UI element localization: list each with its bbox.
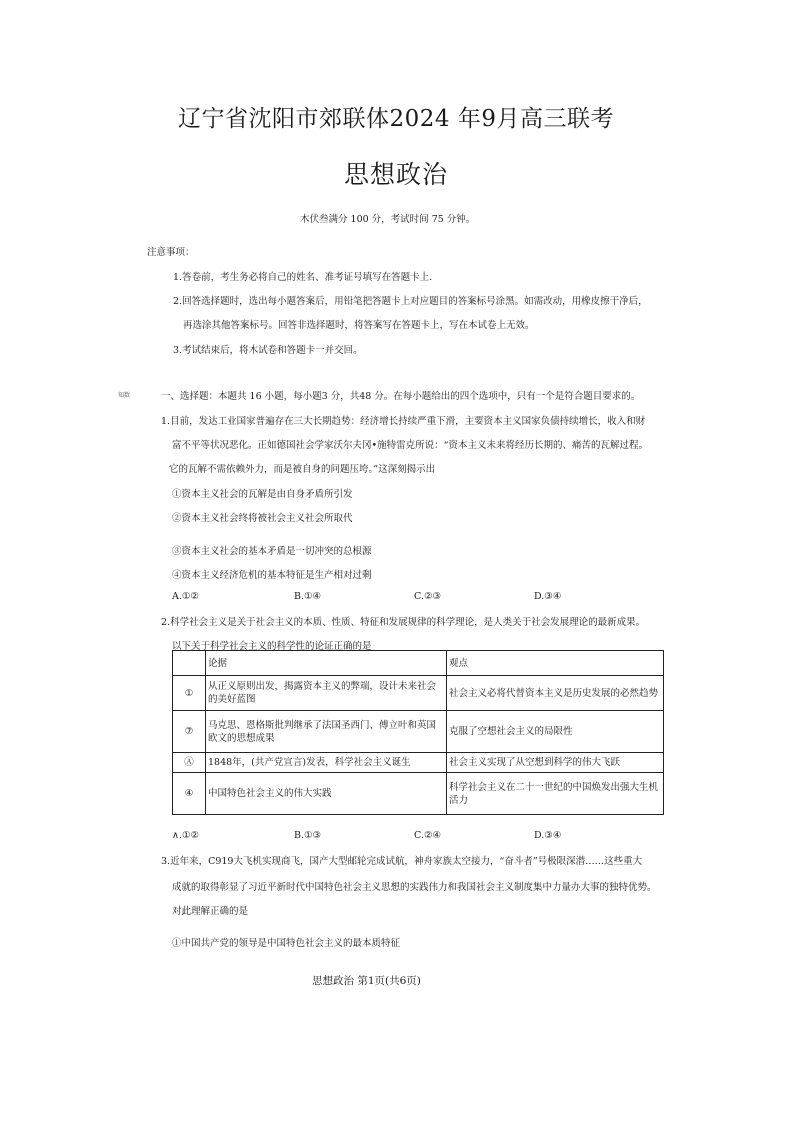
option-a: A.①② [172,591,199,602]
table-header-cell [173,651,206,676]
row-number: ① [173,676,206,711]
table-header-cell: 论据 [206,651,447,676]
subject-title: 思想政治 [344,160,449,189]
argument-table [172,650,664,815]
page-footer: 思想政治 第1页(共6页) [312,975,421,987]
statement: ①资本主义社会的瓦解是由自身矛盾所引发 [172,489,353,500]
question-stem-line: 富不平等状况恶化。正如德国社会学家沃尔夫冈•施特雷克所说：“资本主义未来将经历长期的、痛苦的瓦解过程。 [172,440,648,451]
question-stem-line: 3.近年来，C919大飞机实现商飞，国产大型邮轮完成试航，神舟家族太空接力，“奋斗者”号极限深潜……这些重大 [161,856,643,867]
row-argument: 马克思、恩格斯批判继承了法国圣西门、傅立叶和英国欧文的思想成果 [206,711,447,753]
statement: ②资本主义社会终将被社会主义社会所取代 [172,513,353,524]
statement: ①中国共产党的领导是中国特色社会主义的最本质特征 [172,938,401,949]
option-b: B.①④ [294,591,322,602]
table-row [173,711,664,753]
notice-item: 3.考试结束后，将木试卷和答题卡一并交回。 [173,345,363,356]
margin-note: 知数 [118,392,131,399]
row-view: 克服了空想社会主义的局限性 [447,711,664,753]
notice-heading: 注意事项： [147,247,195,258]
table-header-cell: 观点 [447,651,664,676]
row-view: 社会主义实现了从空想到科学的伟大飞跃 [447,753,664,773]
table-header-row [173,651,664,676]
row-number: ⑦ [173,711,206,753]
table-row [173,773,664,815]
row-argument: 中国特色社会主义的伟大实践 [206,773,447,815]
question-stem-line: 1.目前，发达工业国家普遍存在三大长期趋势：经济增长持续严重下滑，主要资本主义国家负债持续增长，收入和财 [161,416,646,427]
notice-item: 2.回答选择题时，选出每小题答案后，用铅笔把答题卡上对应题目的答案标号涂黑。如需改动，用橡皮擦干净后， [173,296,648,307]
option-d: D.③④ [534,830,562,841]
row-view: 科学社会主义在二十一世纪的中国焕发出强大生机活力 [447,773,664,815]
question-stem-line: 成就的取得彰显了习近平新时代中国特色社会主义思想的实践伟力和我国社会主义制度集中力量办大事的独特优势。 [172,882,657,893]
question-stem-line: 它的瓦解不需依赖外力，而是被自身的问题压垮。”这深刻揭示出 [169,464,436,475]
notice-item: 1.答卷前，考生务必将自己的姓名、准考证号填写在答题卡上. [173,272,433,283]
table-row [173,753,664,773]
statement: ④资本主义经济危机的基本特征是生产相对过剩 [172,570,372,581]
question-stem-line: 以下关于科学社会主义的科学性的论证正确的是 [172,641,372,652]
option-c: C.②④ [414,830,441,841]
option-a: ∧.①② [172,830,200,841]
statement: ③资本主义社会的基本矛盾是一切冲突的总根源 [172,546,372,557]
exam-info: 木伏叁满分 100 分，考试时间 75 分钟。 [300,214,476,225]
option-d: D.③④ [534,591,562,602]
option-c: C.②③ [414,591,441,602]
exam-title: 辽宁省沈阳市郊联体2024 年9月高三联考 [178,106,614,132]
row-number: Ⓐ [173,753,206,773]
section-heading: 一、选择题：本题共 16 小题，每小题3 分，共48 分。在每小题给出的四个选项中，只有一个是符合题目要求的。 [161,391,641,402]
question-stem-line: 2.科学社会主义是关于社会主义的本质、性质、特征和发展规律的科学理论，是人类关于社会发展理论的最新成果。 [161,617,646,628]
row-argument: 1848年，(共产党宣言)发表，科学社会主义诞生 [206,753,447,773]
notice-item: 再选涂其他答案标号。回答非选择题时，将答案写在答题卡上，写在本试卷上无效。 [183,320,535,331]
row-view: 社会主义必将代替资本主义是历史发展的必然趋势 [447,676,664,711]
row-number: ④ [173,773,206,815]
table-row [173,676,664,711]
question-stem-line: 对此理解正确的是 [172,906,249,917]
row-argument: 从正义原则出发，揭露资本主义的弊端，设计未来社会的美好蓝图 [206,676,447,711]
option-b: B.①③ [294,830,322,841]
